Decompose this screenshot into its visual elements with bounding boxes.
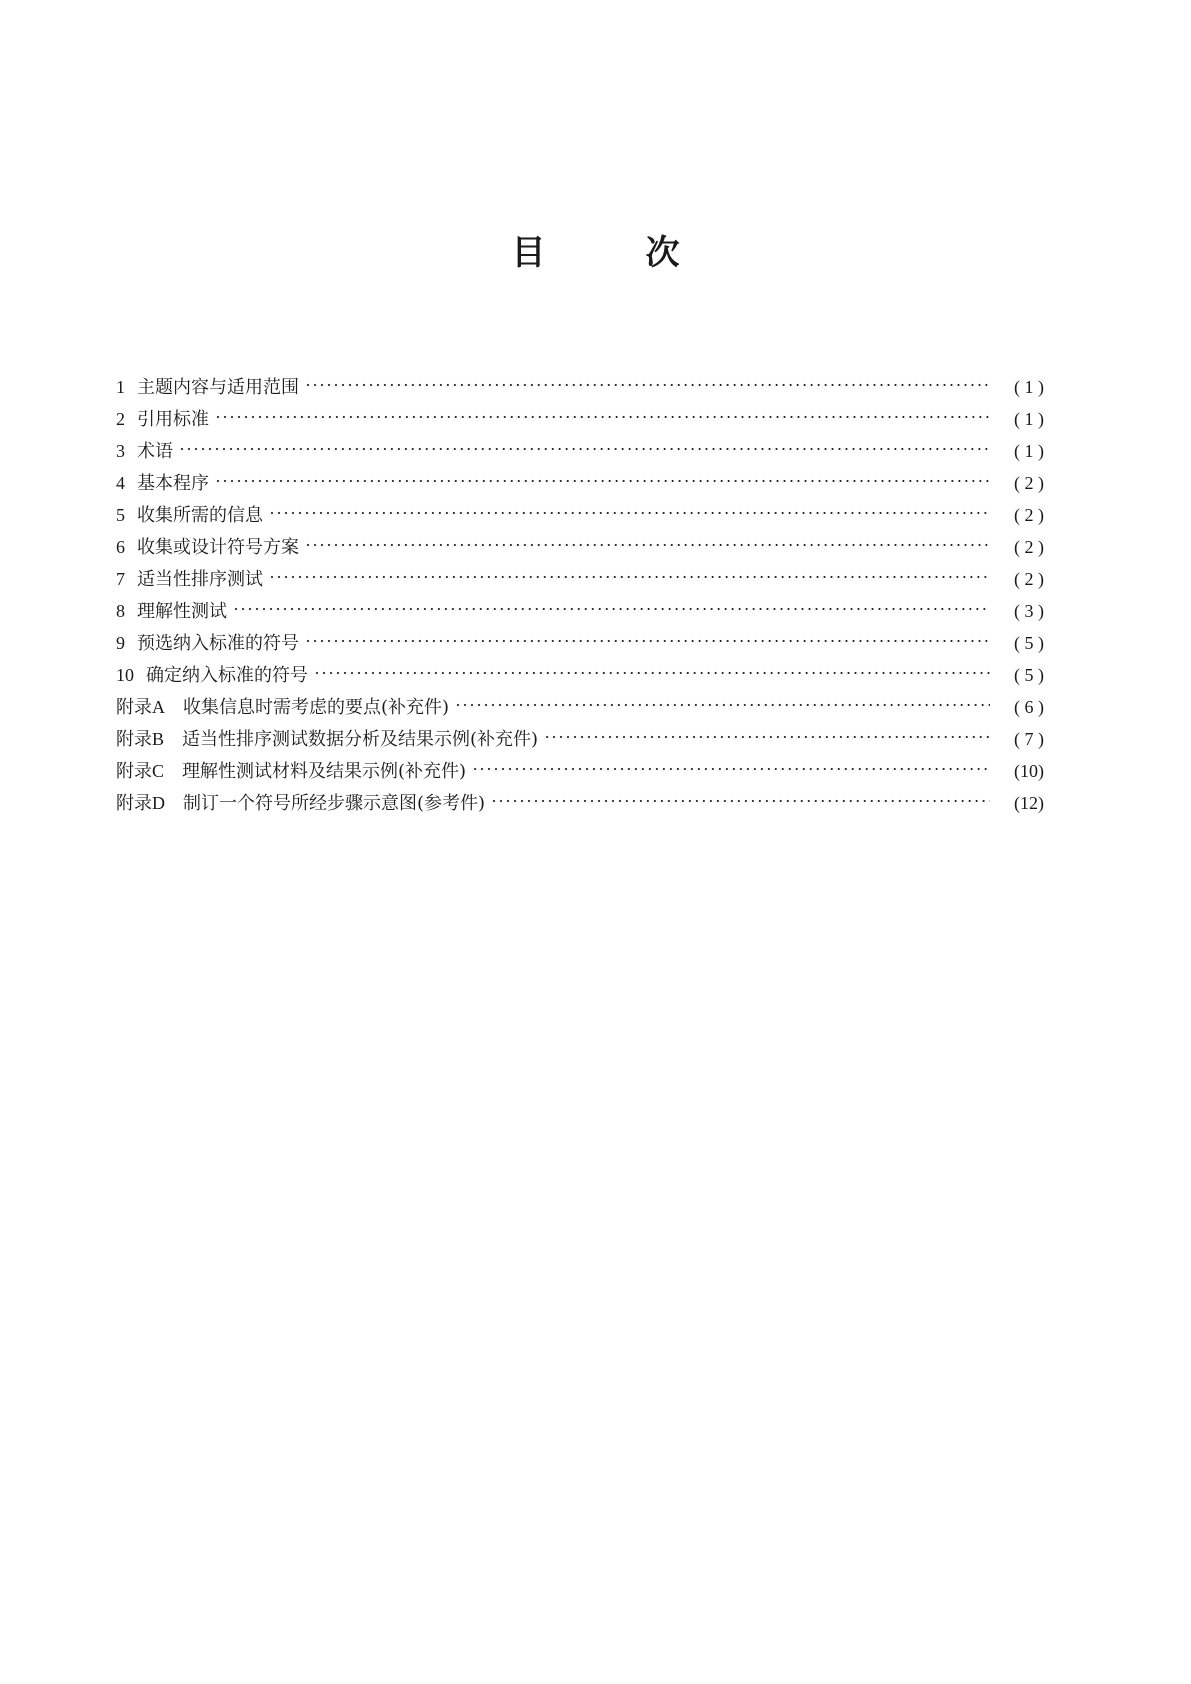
- toc-entry-label: 制订一个符号所经步骤示意图(参考件): [183, 793, 486, 814]
- toc-entry-page: ( 7 ): [1014, 729, 1044, 749]
- toc-entry-number: 7: [116, 569, 125, 589]
- toc-leader-dots: [305, 535, 990, 556]
- toc-entry-page: ( 6 ): [1014, 697, 1044, 717]
- toc-leader-dots: [215, 471, 990, 492]
- toc-entry-6[interactable]: [116, 533, 1044, 565]
- toc-entry-label: 基本程序: [137, 473, 209, 494]
- toc-entry-9[interactable]: [116, 629, 1044, 661]
- toc-entry-page: ( 2 ): [1014, 537, 1044, 557]
- toc-entry-page: ( 5 ): [1014, 633, 1044, 653]
- toc-entry-number: 5: [116, 505, 125, 525]
- toc-leader-dots: [269, 503, 990, 524]
- toc-entry-label: 确定纳入标准的符号: [146, 665, 308, 686]
- toc-entry-label: 理解性测试: [137, 601, 227, 622]
- toc-entry-7[interactable]: [116, 565, 1044, 597]
- toc-entry-annex-c[interactable]: [116, 757, 1044, 789]
- toc-entry-label: 术语: [137, 441, 173, 462]
- toc-entry-page: ( 2 ): [1014, 505, 1044, 525]
- toc-leader-dots: [544, 727, 990, 748]
- toc-entry-5[interactable]: [116, 501, 1044, 533]
- toc-entry-page: ( 2 ): [1014, 473, 1044, 493]
- toc-entry-10[interactable]: [116, 661, 1044, 693]
- title-char-2: 次: [645, 233, 680, 273]
- toc-leader-dots: [472, 759, 990, 780]
- toc-entry-3[interactable]: [116, 437, 1044, 469]
- toc-entry-label: 收集信息时需考虑的要点(补充件): [183, 697, 450, 718]
- toc-entry-page: ( 1 ): [1014, 441, 1044, 461]
- toc-leader-dots: [305, 375, 990, 396]
- toc-entry-number: 附录D: [116, 793, 165, 813]
- toc-entry-number: 8: [116, 601, 125, 621]
- toc-leader-dots: [455, 695, 990, 716]
- toc-leader-dots: [179, 439, 990, 460]
- toc-entry-number: 附录A: [116, 697, 165, 717]
- toc-entry-number: 9: [116, 633, 125, 653]
- toc-entry-label: 引用标准: [137, 409, 209, 430]
- toc-entry-2[interactable]: [116, 405, 1044, 437]
- toc-entry-number: 附录B: [116, 729, 165, 749]
- toc-leader-dots: [314, 663, 990, 684]
- toc-entry-number: 2: [116, 409, 125, 429]
- toc-entry-page: ( 1 ): [1014, 409, 1044, 429]
- toc-entry-label: 收集或设计符号方案: [137, 537, 299, 558]
- toc-entry-label: 适当性排序测试数据分析及结果示例(补充件): [182, 729, 539, 750]
- page-title: [0, 225, 1191, 274]
- toc-leader-dots: [215, 407, 990, 428]
- toc-entry-page: (10): [1014, 761, 1044, 781]
- toc-entry-number: 附录C: [116, 761, 165, 781]
- toc-entry-number: 6: [116, 537, 125, 557]
- toc-leader-dots: [233, 599, 990, 620]
- title-char-1: 目: [511, 233, 546, 273]
- toc-entry-label: 理解性测试材料及结果示例(补充件): [182, 761, 467, 782]
- toc-entry-number: 1: [116, 377, 125, 397]
- toc-entry-annex-a[interactable]: [116, 693, 1044, 725]
- toc-entry-label: 收集所需的信息: [137, 505, 263, 526]
- toc-entry-page: ( 5 ): [1014, 665, 1044, 685]
- toc-entry-annex-b[interactable]: [116, 725, 1044, 757]
- table-of-contents: [116, 373, 1044, 821]
- toc-entry-number: 10: [116, 665, 134, 685]
- toc-leader-dots: [305, 631, 990, 652]
- toc-entry-page: ( 2 ): [1014, 569, 1044, 589]
- toc-entry-1[interactable]: [116, 373, 1044, 405]
- toc-leader-dots: [269, 567, 990, 588]
- toc-entry-8[interactable]: [116, 597, 1044, 629]
- toc-entry-label: 适当性排序测试: [137, 569, 263, 590]
- toc-entry-label: 主题内容与适用范围: [137, 377, 299, 398]
- toc-entry-page: ( 1 ): [1014, 377, 1044, 397]
- toc-leader-dots: [491, 791, 990, 812]
- toc-entry-label: 预选纳入标准的符号: [137, 633, 299, 654]
- toc-entry-4[interactable]: [116, 469, 1044, 501]
- toc-entry-page: (12): [1014, 793, 1044, 813]
- toc-entry-page: ( 3 ): [1014, 601, 1044, 621]
- toc-entry-number: 4: [116, 473, 125, 493]
- toc-entry-number: 3: [116, 441, 125, 461]
- toc-entry-annex-d[interactable]: [116, 789, 1044, 821]
